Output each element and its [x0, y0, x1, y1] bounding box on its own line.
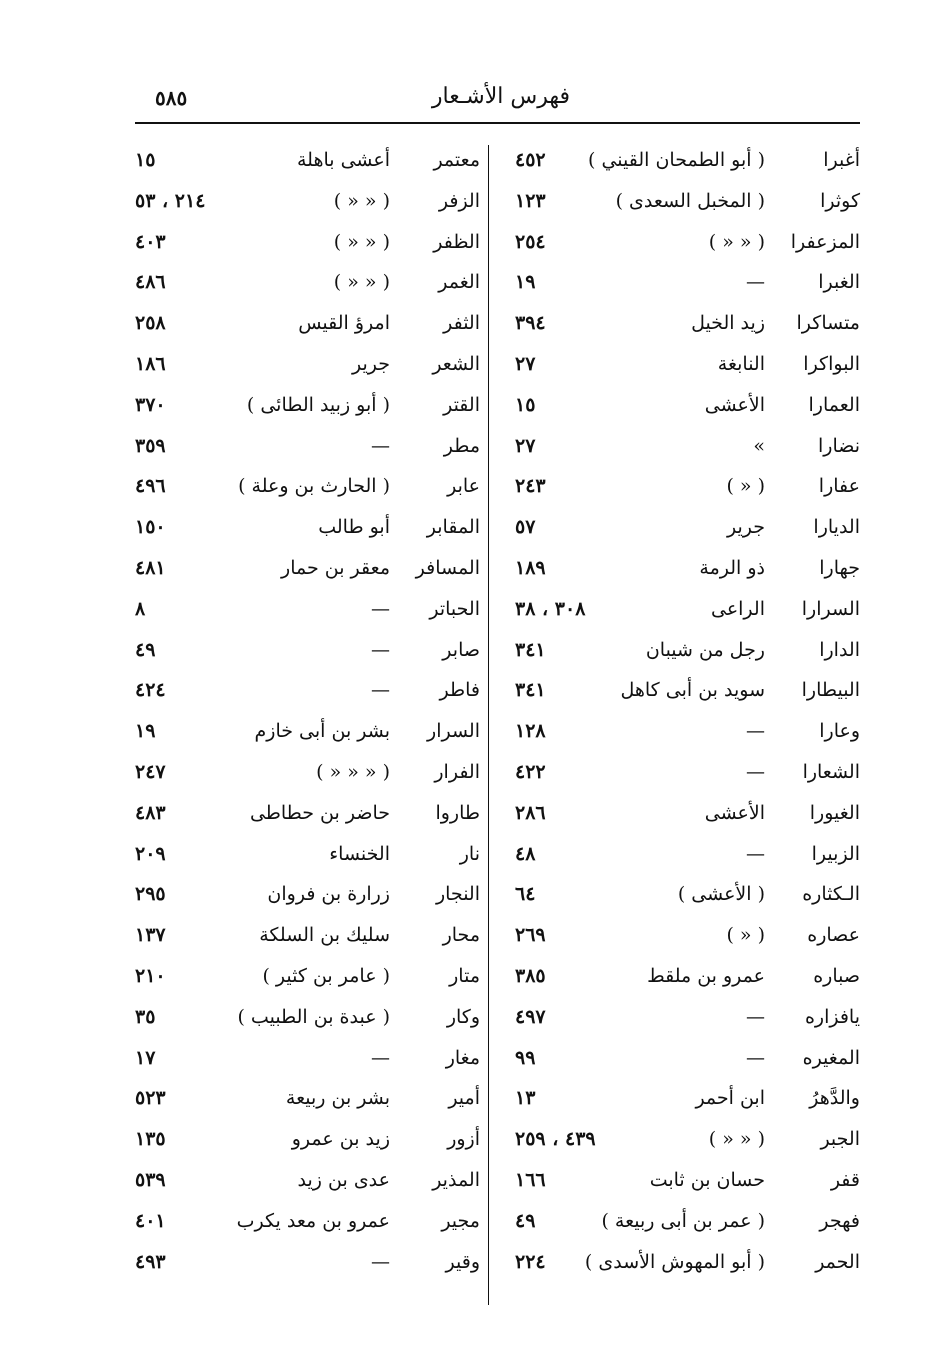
page-reference: ٤٩٧: [515, 1005, 546, 1028]
poet-name: معقر بن حمار: [281, 556, 390, 579]
page-reference: ١٥٠: [135, 516, 166, 539]
rhyme-word: متار: [449, 964, 480, 987]
index-entry: [130, 1242, 480, 1283]
page-reference: ٣٥: [135, 1005, 156, 1028]
page-reference: ٢٧: [515, 434, 536, 457]
page-reference: ٥٧: [515, 516, 536, 539]
rhyme-word: أزور: [447, 1128, 480, 1151]
rhyme-word: جهارا: [819, 556, 860, 579]
index-entry: [495, 548, 860, 589]
poet-name: ( أبو المهوش الأسدى ): [584, 1250, 765, 1273]
rhyme-word: الظفر: [433, 230, 480, 253]
page-reference: ١٣٥: [135, 1128, 166, 1151]
page-reference: ٤٩٦: [135, 475, 166, 498]
page-reference: ١٩: [515, 271, 536, 294]
index-entry: [495, 507, 860, 548]
rhyme-word: الشعر: [432, 352, 480, 375]
index-entry: [130, 1160, 480, 1201]
index-entry: [495, 1242, 860, 1283]
index-entry: [495, 711, 860, 752]
poet-name: —: [746, 1005, 765, 1028]
index-entry: [495, 915, 860, 956]
poet-name: النابغة: [717, 352, 765, 375]
rhyme-word: المزعفرا: [790, 230, 860, 253]
index-entry: [495, 1119, 860, 1160]
poet-name: الأعشى: [704, 801, 765, 824]
page-reference: ٢٢٤: [515, 1250, 546, 1273]
page-reference: ٩٩: [515, 1046, 536, 1069]
rhyme-word: صباره: [813, 964, 860, 987]
index-entry: [130, 1078, 480, 1119]
rhyme-word: الديارا: [813, 516, 860, 539]
rhyme-word: المسافر: [415, 556, 480, 579]
rhyme-word: الغيورا: [809, 801, 860, 824]
poet-name: —: [746, 842, 765, 865]
index-entry: [495, 1201, 860, 1242]
index-entry: [130, 548, 480, 589]
poet-name: أعشى باهلة: [296, 149, 390, 171]
rhyme-word: الزفر: [438, 189, 480, 212]
rhyme-word: نار: [459, 842, 480, 865]
rhyme-word: مغار: [445, 1046, 480, 1069]
poet-name: ( الحارث بن وعلة ): [238, 475, 390, 498]
rhyme-word: الشعارا: [802, 760, 860, 783]
poet-name: زيد الخيل: [691, 312, 765, 335]
index-entry: [130, 426, 480, 467]
poet-name: ( المخبل السعدى ): [615, 189, 765, 212]
right-column: [495, 140, 860, 1282]
rhyme-word: محار: [442, 924, 480, 947]
index-entry: [130, 140, 480, 181]
rhyme-word: الدارا: [819, 638, 860, 661]
rhyme-word: البواكرا: [803, 352, 860, 375]
index-entry: [130, 1201, 480, 1242]
index-entry: [495, 385, 860, 426]
rhyme-word: معتمر: [433, 149, 480, 171]
poet-name: —: [746, 720, 765, 743]
index-entry: [495, 1160, 860, 1201]
rhyme-word: الفرار: [434, 760, 480, 783]
index-entry: [130, 874, 480, 915]
poet-name: امرؤ القيس: [298, 312, 390, 335]
index-entry: [130, 793, 480, 834]
index-entry: [130, 630, 480, 671]
poet-name: ( « ): [726, 924, 765, 947]
poet-name: رجل من شيبان: [645, 638, 765, 661]
rhyme-word: الزبيرا: [811, 842, 860, 865]
page-reference: ٥٢٣: [135, 1087, 166, 1110]
page-reference: ٢٤٧: [135, 760, 166, 783]
poet-name: ( « « ): [333, 271, 390, 294]
poet-name: سليك بن السلكة: [259, 924, 390, 947]
index-entry: [130, 834, 480, 875]
page-reference: ٨: [135, 597, 146, 620]
page-reference: ٤٢٤: [135, 679, 166, 702]
index-entry: [130, 915, 480, 956]
page-reference: ١٦٦: [515, 1168, 546, 1191]
rhyme-word: مطر: [443, 434, 480, 457]
page-reference: ٢١٤ ، ٥٣: [135, 189, 206, 212]
rhyme-word: المغيره: [802, 1046, 860, 1069]
rhyme-word: فهجر: [819, 1209, 860, 1232]
index-entry: [495, 752, 860, 793]
page-reference: ٣٥٩: [135, 434, 166, 457]
poet-name: ( الأعشى ): [677, 883, 765, 906]
rhyme-word: والدَّهرُ: [809, 1087, 860, 1110]
index-entry: [495, 466, 860, 507]
rhyme-word: متساكرا: [796, 312, 860, 335]
poet-name: »: [753, 434, 765, 457]
poet-name: ذو الرمة: [699, 556, 765, 579]
page-reference: ٢٨٦: [515, 801, 546, 824]
page-reference: ١٧: [135, 1046, 156, 1069]
rhyme-word: وكار: [446, 1005, 480, 1028]
index-entry: [495, 1078, 860, 1119]
page-title: فهرس الأشـعار: [431, 84, 570, 109]
rhyme-word: الغمر: [438, 271, 480, 294]
poet-name: حسان بن ثابت: [649, 1168, 765, 1191]
index-entry: [495, 181, 860, 222]
page-reference: ١٢٨: [515, 720, 546, 743]
rhyme-word: القتر: [443, 393, 480, 416]
index-entry: [495, 874, 860, 915]
index-entry: [495, 1038, 860, 1079]
rhyme-word: عفارا: [818, 475, 860, 498]
rhyme-word: وعارا: [819, 720, 860, 743]
poet-name: —: [746, 760, 765, 783]
poet-name: —: [746, 271, 765, 294]
poet-name: ( « « ): [708, 1128, 765, 1151]
index-entry: [130, 1038, 480, 1079]
rhyme-word: قفر: [830, 1168, 860, 1191]
rhyme-word: المقابر: [426, 516, 480, 539]
poet-name: —: [371, 638, 390, 661]
page-reference: ٤٨: [515, 842, 536, 865]
rhyme-word: يافزاره: [804, 1005, 860, 1028]
page-reference: ١٨٦: [135, 352, 166, 375]
page-reference: ٢١٠: [135, 964, 166, 987]
poet-name: —: [746, 1046, 765, 1069]
poet-name: زيد بن عمرو: [291, 1128, 390, 1151]
poet-name: —: [371, 679, 390, 702]
rhyme-word: السرارا: [801, 597, 860, 620]
page-reference: ١٨٩: [515, 556, 546, 579]
index-entry: [495, 670, 860, 711]
index-entry: [495, 262, 860, 303]
page-reference: ٤٢٢: [515, 760, 546, 783]
index-entry: [130, 752, 480, 793]
poet-name: عمرو بن معد يكرب: [236, 1209, 390, 1232]
page-reference: ٣٩٤: [515, 312, 546, 335]
page-reference: ٦٤: [515, 883, 536, 906]
poet-name: حاضر بن حطاطى: [249, 801, 390, 824]
poet-name: ( « « « ): [316, 760, 390, 783]
page-reference: ٤٨٦: [135, 271, 166, 294]
index-entry: [130, 1119, 480, 1160]
rhyme-word: المذير: [432, 1168, 480, 1191]
page-reference: ٢٤٣: [515, 475, 546, 498]
index-entry: [495, 426, 860, 467]
poet-name: —: [371, 1250, 390, 1273]
poet-name: عمرو بن ملقط: [647, 964, 765, 987]
page-reference: ٤٣٩ ، ٢٥٩: [515, 1128, 596, 1151]
poet-name: ( « « ): [708, 230, 765, 253]
index-entry: [495, 997, 860, 1038]
rhyme-word: السرار: [427, 720, 480, 743]
page-reference: ٤٠١: [135, 1209, 166, 1232]
page-reference: ٢٥٨: [135, 312, 166, 335]
index-entry: [495, 303, 860, 344]
rhyme-word: الـكثاره: [802, 883, 860, 906]
index-entry: [130, 670, 480, 711]
poet-name: —: [371, 1046, 390, 1069]
poet-name: بشر بن ربيعة: [285, 1087, 390, 1110]
rhyme-word: النجار: [435, 883, 480, 906]
index-entry: [495, 140, 860, 181]
poet-name: ( « « ): [333, 189, 390, 212]
rhyme-word: مجير: [441, 1209, 480, 1232]
page-reference: ٤٠٣: [135, 230, 166, 253]
poet-name: جرير: [352, 352, 390, 375]
page-reference: ١٣: [515, 1087, 536, 1110]
page-reference: ٤٥٢: [515, 149, 546, 171]
rhyme-word: عصاره: [807, 924, 860, 947]
index-entry: [495, 834, 860, 875]
index-entry: [130, 385, 480, 426]
poet-name: ( عبدة بن الطبيب ): [237, 1005, 390, 1028]
poet-name: —: [371, 597, 390, 620]
rhyme-word: عابر: [447, 475, 480, 498]
index-entry: [130, 589, 480, 630]
poet-name: ( أبو زبيد الطائى ): [246, 393, 390, 416]
rhyme-word: الثفر: [443, 312, 480, 335]
page-number: ٥٨٥: [155, 86, 188, 110]
rhyme-word: كوثرا: [820, 189, 860, 212]
poet-name: زرارة بن فروان: [267, 883, 390, 906]
poet-name: ( عمر بن أبى ربيعة ): [601, 1209, 765, 1232]
page-reference: ١٥: [515, 393, 536, 416]
rhyme-word: الغبرا: [818, 271, 860, 294]
poet-name: جرير: [727, 516, 765, 539]
index-entry: [495, 793, 860, 834]
index-entry: [130, 507, 480, 548]
page-reference: ٥٣٩: [135, 1168, 166, 1191]
poet-name: الراعى: [710, 597, 765, 620]
poet-name: بشر بن أبى خازم: [254, 720, 390, 743]
page-reference: ٣٠٨ ، ٣٨: [515, 597, 586, 620]
page-reference: ٤٩: [515, 1209, 536, 1232]
page-reference: ٢٧: [515, 352, 536, 375]
page-reference: ٢٥٤: [515, 230, 546, 253]
rhyme-word: أمير: [448, 1087, 480, 1110]
page-reference: ١٩: [135, 720, 156, 743]
index-entry: [495, 344, 860, 385]
page-reference: ٢٠٩: [135, 842, 166, 865]
index-entry: [130, 344, 480, 385]
page-reference: ٤٩: [135, 638, 156, 661]
index-entry: [130, 262, 480, 303]
poet-name: ( أبو الطمحان القيني ): [588, 149, 765, 171]
column-divider: [488, 145, 489, 1305]
poet-name: عدى بن زيد: [297, 1168, 390, 1191]
rhyme-word: صابر: [442, 638, 480, 661]
poet-name: الخنساء: [329, 842, 390, 865]
page-reference: ١٢٣: [515, 189, 546, 212]
index-entry: [130, 711, 480, 752]
page-reference: ٤٨٣: [135, 801, 166, 824]
index-entry: [495, 589, 860, 630]
page-reference: ١٥: [135, 149, 156, 171]
page-reference: ٢٦٩: [515, 924, 546, 947]
index-entry: [130, 997, 480, 1038]
poet-name: الأعشى: [704, 393, 765, 416]
index-entry: [130, 222, 480, 263]
page-reference: ٤٩٣: [135, 1250, 166, 1273]
poet-name: ( « « ): [333, 230, 390, 253]
index-entry: [495, 630, 860, 671]
header-rule: [135, 122, 860, 124]
page-reference: ١٣٧: [135, 924, 166, 947]
index-entry: [130, 181, 480, 222]
page-reference: ٣٨٥: [515, 964, 546, 987]
rhyme-word: فاطر: [439, 679, 480, 702]
rhyme-word: نضارا: [817, 434, 860, 457]
index-entry: [130, 466, 480, 507]
rhyme-word: الحمر: [815, 1250, 860, 1273]
rhyme-word: الحباتر: [429, 597, 480, 620]
poet-name: أبو طالب: [318, 516, 390, 539]
page-reference: ٣٤١: [515, 638, 546, 661]
page-reference: ٤٨١: [135, 556, 166, 579]
poet-name: ( عامر بن كثير ): [262, 964, 390, 987]
rhyme-word: البيطارا: [801, 679, 860, 702]
poet-name: سويد بن أبى كاهل: [620, 679, 765, 702]
index-entry: [130, 303, 480, 344]
page-reference: ٣٧٠: [135, 393, 166, 416]
rhyme-word: الجبر: [820, 1128, 860, 1151]
page-reference: ٢٩٥: [135, 883, 166, 906]
left-column: [130, 140, 480, 1282]
index-entry: [130, 956, 480, 997]
poet-name: ابن أحمر: [695, 1087, 765, 1110]
rhyme-word: العمارا: [808, 393, 860, 416]
index-entry: [495, 222, 860, 263]
index-entry: [495, 956, 860, 997]
poet-name: —: [371, 434, 390, 457]
page-header: [135, 80, 860, 120]
poet-name: ( « ): [726, 475, 765, 498]
rhyme-word: طاروا: [435, 801, 480, 824]
rhyme-word: وقير: [445, 1250, 480, 1273]
page-reference: ٣٤١: [515, 679, 546, 702]
rhyme-word: أغبرا: [823, 149, 860, 171]
